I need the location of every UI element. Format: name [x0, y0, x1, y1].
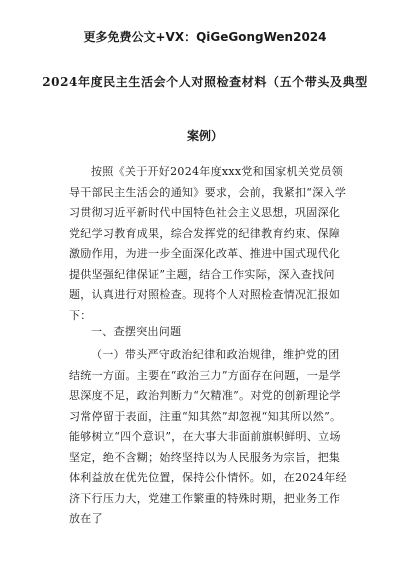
- document-title-line1: 2024年度民主生活会个人对照检查材料（五个带头及典型: [42, 75, 368, 89]
- intro-paragraph: 按照《关于开好2024年度xxx党和国家机关党员领导干部民主生活会的通知》要求，会前，我紧扣“深入学习贯彻习近平新时代中国特色社会主义思想，巩固深化党纪学习教育成果，综合发挥党的纪律教育约束、保障激励作用，为进一步全面深化改革、推进中国式现代化提供坚强纪律保证”主题，结合工作实际，深入查找问题，认真进行对照检查。现将个人对照检查情况汇报如下：: [69, 165, 347, 322]
- document-title-line2: 案例）: [186, 129, 223, 143]
- section-heading: 一、查摆突出问题: [91, 325, 182, 338]
- body-paragraph: （一）带头严守政治纪律和政治规律，维护党的团结统一方面。主要在“政治三力”方面存在问题，一是学思深度不足，政治判断力“欠精准”。对党的创新理论学习常停留于表面，注重“知其然”却忽视“知其所以然”。能够树立“四个意识”，在大事大非面前旗帜鲜明、立场坚定，绝不含糊；始终坚持以为人民服务为宗旨，把集体利益放在优先位置，保持公仆情怀。如，在2024年经济下行压力大，党建工作繁重的特殊时期，把业务工作放在了: [69, 348, 347, 525]
- promo-header: 更多免费公文+VX：QiGeGongWen2024: [83, 30, 327, 44]
